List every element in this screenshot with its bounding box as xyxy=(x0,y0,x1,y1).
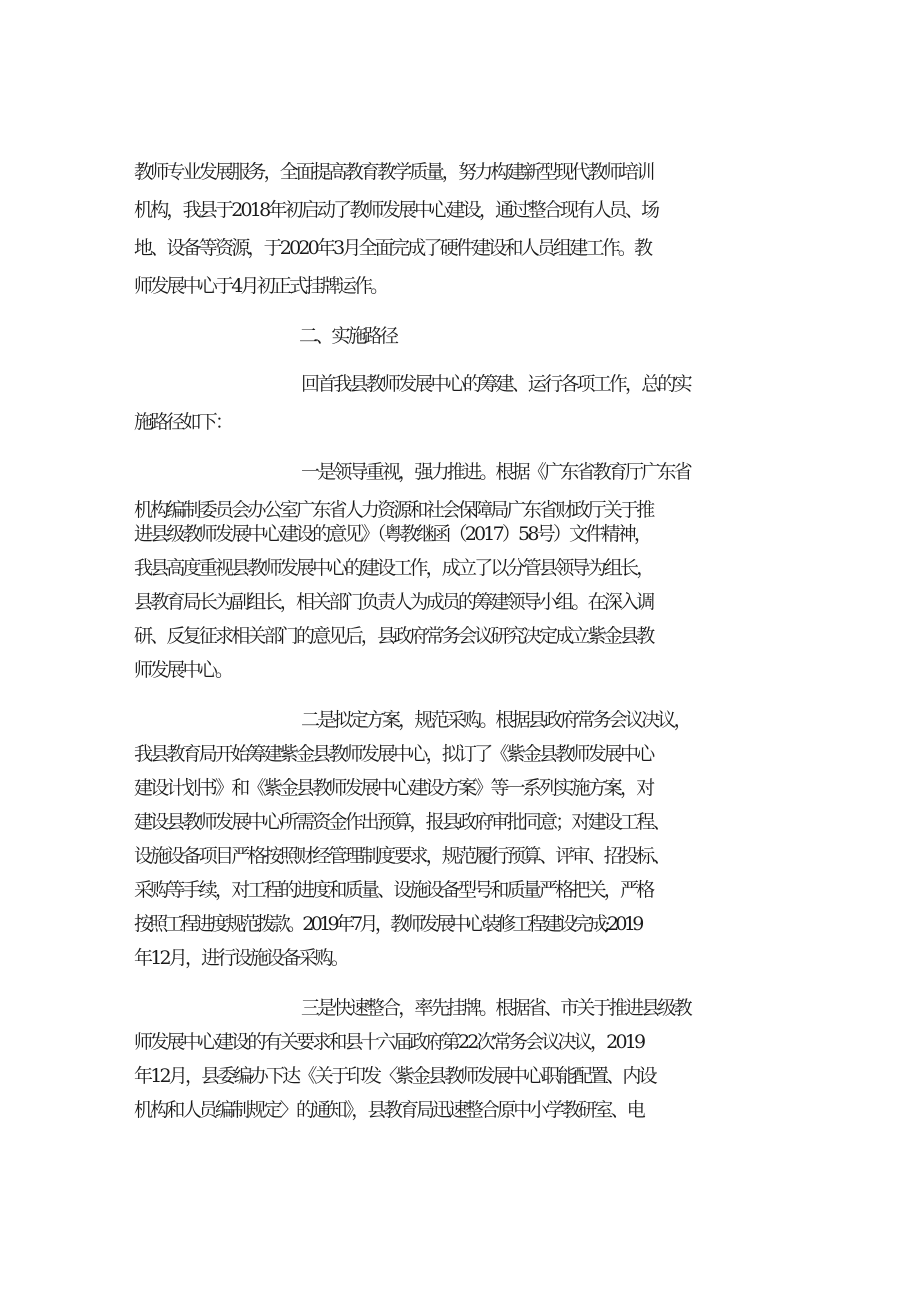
para3-line-1: 一是领导重视，强力推进。根据《广东省教育厅广东省 xyxy=(301,461,690,483)
para4-line-7: 按照工程进度规范拨款。2019年7月，教师发展中心装修工程建设完成;2019 xyxy=(134,913,641,935)
para5-line-4: 机构和人员编制规定〉的通知》，县教育局迅速整合原中小学教研室、电 xyxy=(134,1099,643,1121)
para3-line-6: 研、反复征求相关部门的意见后，县政府常务会议研究决定成立紫金县教 xyxy=(134,625,653,647)
para5-line-2: 师发展中心建设的有关要求和县十六届政府第22次常务会议决议，2019 xyxy=(134,1031,644,1053)
para1-line-4: 师发展中心于4月初正式挂牌运作。 xyxy=(134,275,387,297)
para4-line-2: 我县教育局开始筹建紫金县教师发展中心，拟订了《紫金县教师发展中心 xyxy=(134,743,653,765)
para4-line-6: 采购等手续，对工程的进度和质量、设施设备型号和质量严格把关，严格 xyxy=(134,879,653,901)
para3-line-2: 机构编制委员会办公室广东省人力资源和社会保障局广东省财政厅关于推 xyxy=(134,499,653,521)
para3-line-5: 县教育局长为副组长，相关部门负责人为成员的筹建领导小组。在深入调 xyxy=(134,591,653,613)
para4-line-4: 建设县教师发展中心所需资金作出预算，报县政府审批同意；对建设工程、 xyxy=(134,811,669,833)
para3-line-7: 师发展中心。 xyxy=(134,659,232,681)
para5-line-3: 年12月，县委编办下达《关于印发〈紫金县教师发展中心职能配置、内设 xyxy=(134,1065,655,1087)
para2-line-2: 施路径如下： xyxy=(134,411,232,433)
para3-line-3: 进县级教师发展中心建设的意见》（粤教继函（2017）58号）文件精神， xyxy=(134,523,651,545)
para4-line-8: 年12月，进行设施设备采购。 xyxy=(134,947,347,969)
para4-line-3: 建设计划书》和《紫金县教师发展中心建设方案》等一系列实施方案，对 xyxy=(134,777,653,799)
para1-line-2: 机构，我县于2018年初启动了教师发展中心建设，通过整合现有人员、场 xyxy=(134,199,658,221)
para5-line-1: 三是快速整合，率先挂牌。根据省、市关于推进县级教 xyxy=(301,997,690,1019)
para4-line-5: 设施设备项目严格按照财经管理制度要求，规范履行预算、评审、招投标、 xyxy=(134,845,669,867)
para1-line-3: 地、设备等资源，于2020年3月全面完成了硬件建设和人员组建工作。教 xyxy=(134,237,651,259)
para2-line-1: 回首我县教师发展中心的筹建、运行各项工作，总的实 xyxy=(301,373,690,395)
para1-line-1: 教师专业发展服务，全面提高教育教学质量，努力构建新型现代教师培训 xyxy=(134,161,653,183)
para3-line-4: 我县高度重视县教师发展中心的建设工作，成立了以分管县领导为组长， xyxy=(134,557,653,579)
para4-line-1: 二是拟定方案，规范采购。根据县政府常务会议决议， xyxy=(301,709,690,731)
section-heading: 二、实施路径 xyxy=(299,325,397,347)
